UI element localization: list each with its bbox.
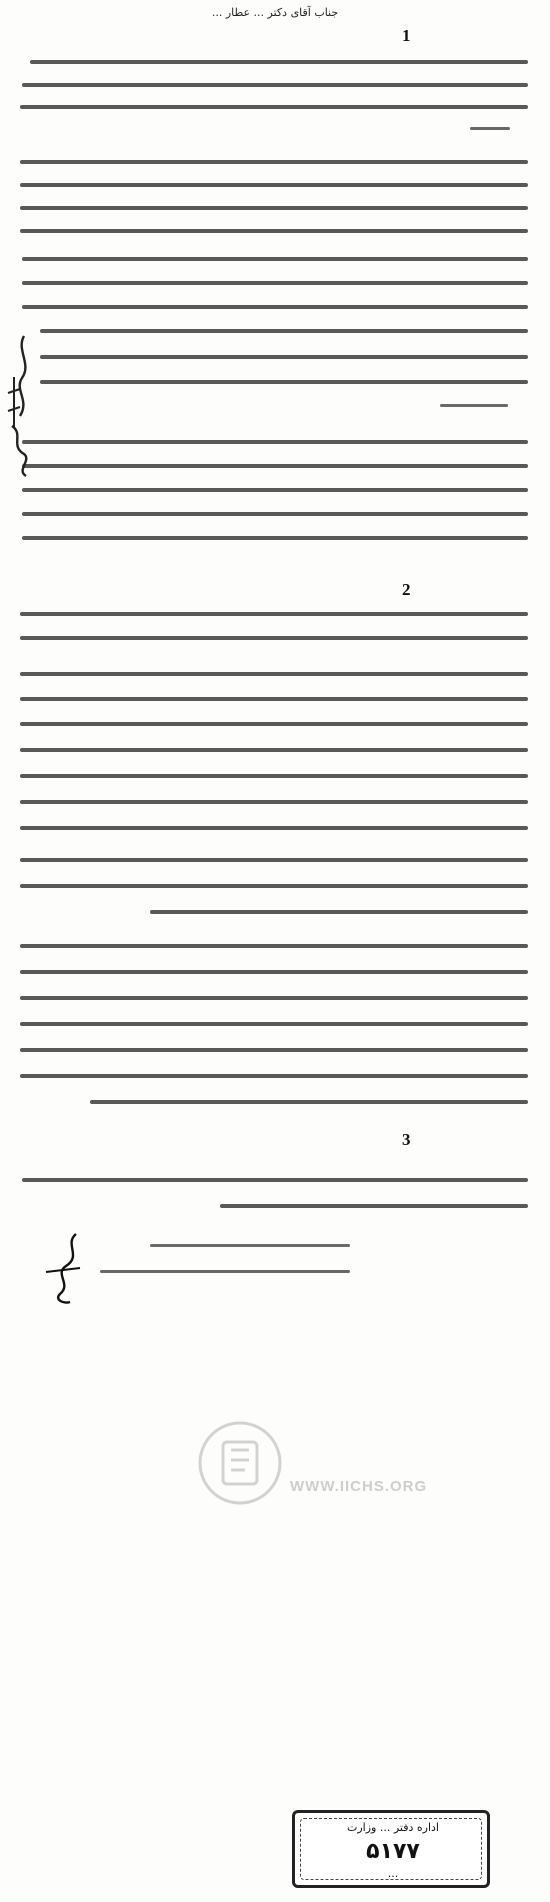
stamp-number: ۵۱۷۷: [366, 1839, 420, 1864]
handwritten-line: [22, 488, 528, 492]
handwritten-line: [40, 380, 528, 384]
handwritten-line: [20, 206, 528, 210]
handwritten-line: [20, 1022, 528, 1026]
handwritten-line: [220, 1204, 528, 1208]
handwritten-line: [20, 697, 528, 701]
handwritten-line: [22, 1178, 528, 1182]
handwritten-line: [20, 636, 528, 640]
margin-annotation: [4, 375, 24, 430]
handwritten-line: [22, 440, 528, 444]
handwritten-line: [20, 944, 528, 948]
handwritten-line: [440, 404, 508, 407]
archive-logo-icon: [195, 1418, 285, 1508]
handwritten-line: [20, 748, 528, 752]
handwritten-line: [40, 329, 528, 333]
handwritten-line: [20, 970, 528, 974]
handwritten-line: [22, 536, 528, 540]
handwritten-line: [22, 512, 528, 516]
handwritten-line: [20, 672, 528, 676]
handwritten-line: [100, 1270, 350, 1273]
handwritten-line: [20, 1074, 528, 1078]
handwritten-line: [20, 722, 528, 726]
handwritten-line: [22, 83, 528, 87]
handwritten-line: [20, 826, 528, 830]
handwritten-line: [20, 612, 528, 616]
handwritten-line: [20, 774, 528, 778]
handwritten-line: [20, 160, 528, 164]
handwritten-line: [150, 1244, 350, 1247]
handwritten-line: [40, 355, 528, 359]
handwritten-line: [20, 996, 528, 1000]
handwritten-line: [20, 884, 528, 888]
signature: [36, 1228, 92, 1308]
handwritten-line: [20, 800, 528, 804]
handwritten-line: [150, 910, 528, 914]
handwritten-line: [90, 1100, 528, 1104]
handwritten-line: [22, 464, 528, 468]
handwritten-line: [20, 229, 528, 233]
page-number-1: 1: [402, 26, 411, 45]
handwritten-line: [470, 127, 510, 130]
stamp-line-3: ...: [387, 1867, 399, 1880]
stamp-line-1: اداره دفتر ... وزارت: [347, 1821, 439, 1834]
handwritten-line: [22, 281, 528, 285]
handwritten-line: [20, 183, 528, 187]
handwritten-line: [20, 1048, 528, 1052]
handwritten-line: [20, 858, 528, 862]
registry-stamp: [292, 1810, 490, 1888]
handwritten-line: [22, 257, 528, 261]
watermark-text: WWW.IICHS.ORG: [290, 1478, 428, 1495]
page-number-3: 3: [402, 1130, 411, 1149]
handwritten-line: [30, 60, 528, 64]
page-number-2: 2: [402, 580, 411, 599]
handwritten-line: [22, 305, 528, 309]
header-note: جناب آقای دکتر ... عطار ...: [211, 6, 339, 19]
handwritten-line: [20, 105, 528, 109]
watermark: [195, 1418, 428, 1508]
